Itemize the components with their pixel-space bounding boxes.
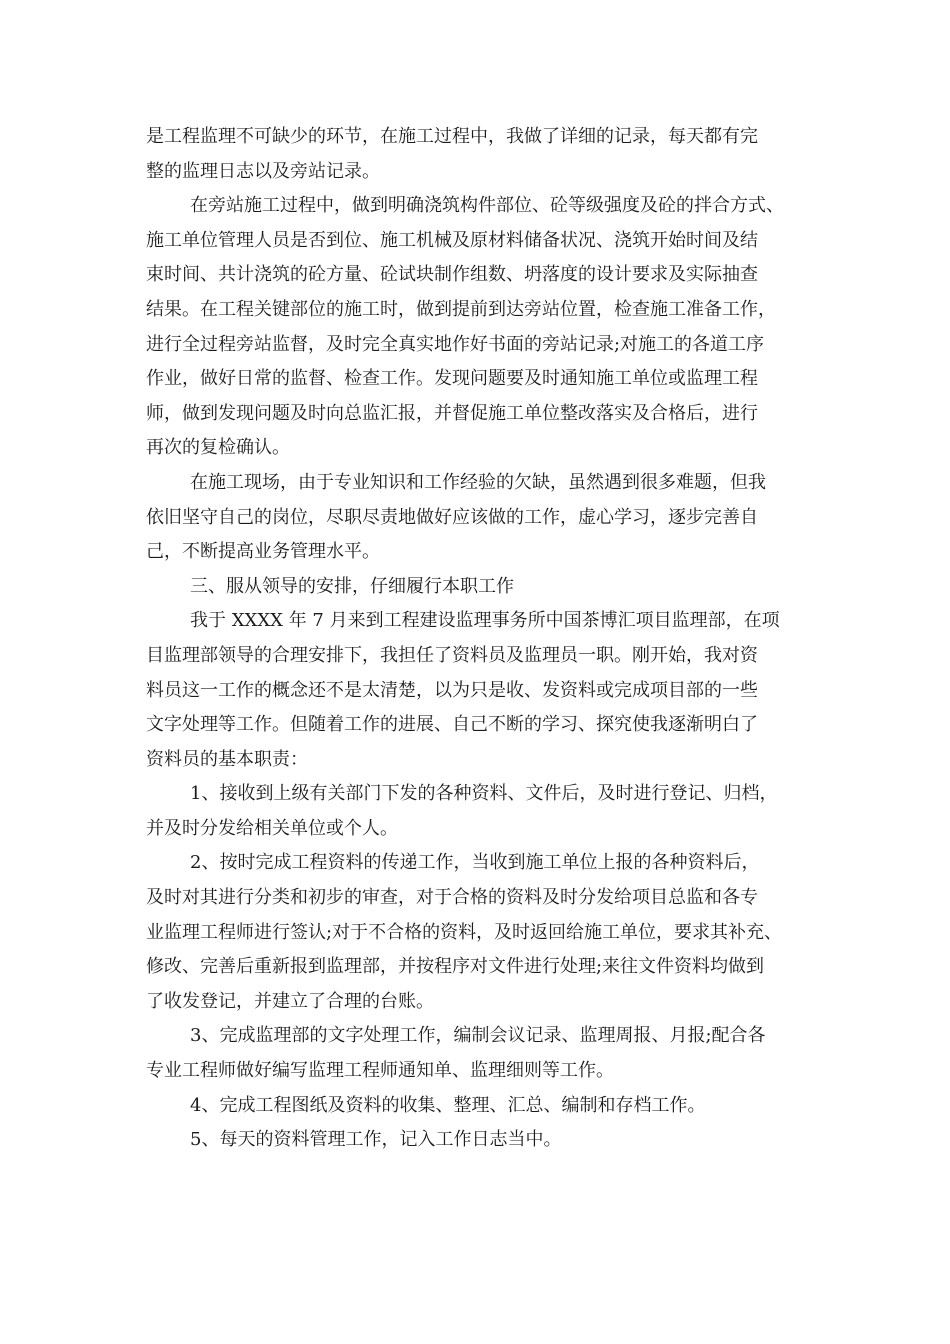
text-line: 我于 XXXX 年 7 月来到工程建设监理事务所中国茶博汇项目监理部，在项 <box>190 610 780 632</box>
section-heading: 三、服从领导的安排，仔细履行本职工作 <box>190 575 514 597</box>
text-line: 结果。在工程关键部位的施工时，做到提前到达旁站位置，检查施工准备工作， <box>146 298 776 320</box>
text-line: 进行全过程旁站监督，及时完全真实地作好书面的旁站记录;对施工的各道工序 <box>146 333 765 355</box>
text-line: 束时间、共计浇筑的砼方量、砼试块制作组数、坍落度的设计要求及实际抽查 <box>146 264 758 286</box>
text-line: 在旁站施工过程中，做到明确浇筑构件部位、砼等级强度及砼的拌合方式、 <box>190 195 784 217</box>
text-line: 并及时分发给相关单位或个人。 <box>146 817 398 839</box>
text-line: 是工程监理不可缺少的环节，在施工过程中，我做了详细的记录，每天都有完 <box>146 126 758 147</box>
list-item: 2、按时完成工程资料的传递工作，当收到施工单位上报的各种资料后， <box>190 852 760 874</box>
text-line: 目监理部领导的合理安排下，我担任了资料员及监理员一职。刚开始，我对资 <box>146 644 758 666</box>
list-item: 1、接收到上级有关部门下发的各种资料、文件后，及时进行登记、归档， <box>190 783 778 805</box>
list-item: 5、每天的资料管理工作，记入工作日志当中。 <box>190 1129 562 1151</box>
text-line: 施工单位管理人员是否到位、施工机械及原材料储备状况、浇筑开始时间及结 <box>146 229 758 251</box>
text-line: 料员这一工作的概念还不是太清楚，以为只是收、发资料或完成项目部的一些 <box>146 679 758 701</box>
text-line: 再次的复检确认。 <box>146 437 290 459</box>
list-item: 4、完成工程图纸及资料的收集、整理、汇总、编制和存档工作。 <box>190 1094 706 1116</box>
document-body <box>146 120 816 1158</box>
text-line: 在施工现场，由于专业知识和工作经验的欠缺，虽然遇到很多难题，但我 <box>190 471 766 493</box>
text-line: 及时对其进行分类和初步的审查，对于合格的资料及时分发给项目总监和各专 <box>146 887 758 909</box>
text-line: 师，做到发现问题及时向总监汇报，并督促施工单位整改落实及合格后，进行 <box>146 402 758 424</box>
list-item: 3、完成监理部的文字处理工作，编制会议记录、监理周报、月报;配合各 <box>190 1025 766 1047</box>
text-line: 己，不断提高业务管理水平。 <box>146 541 380 563</box>
text-line: 依旧坚守自己的岗位，尽职尽责地做好应该做的工作，虚心学习，逐步完善自 <box>146 506 758 528</box>
text-line: 了收发登记，并建立了合理的台账。 <box>146 990 434 1012</box>
text-line: 资料员的基本职责： <box>146 748 308 770</box>
text-line: 文字处理等工作。但随着工作的进展、自己不断的学习、探究使我逐渐明白了 <box>146 714 758 736</box>
text-line: 整的监理日志以及旁站记录。 <box>146 160 380 182</box>
text-line: 作业，做好日常的监督、检查工作。发现问题要及时通知施工单位或监理工程 <box>146 368 758 390</box>
text-line: 专业工程师做好编写监理工程师通知单、监理细则等工作。 <box>146 1060 614 1082</box>
text-line: 业监理工程师进行签认;对于不合格的资料，及时返回给施工单位，要求其补充、 <box>146 921 783 943</box>
text-line: 修改、完善后重新报到监理部，并按程序对文件进行处理;来往文件资料均做到 <box>146 956 765 978</box>
